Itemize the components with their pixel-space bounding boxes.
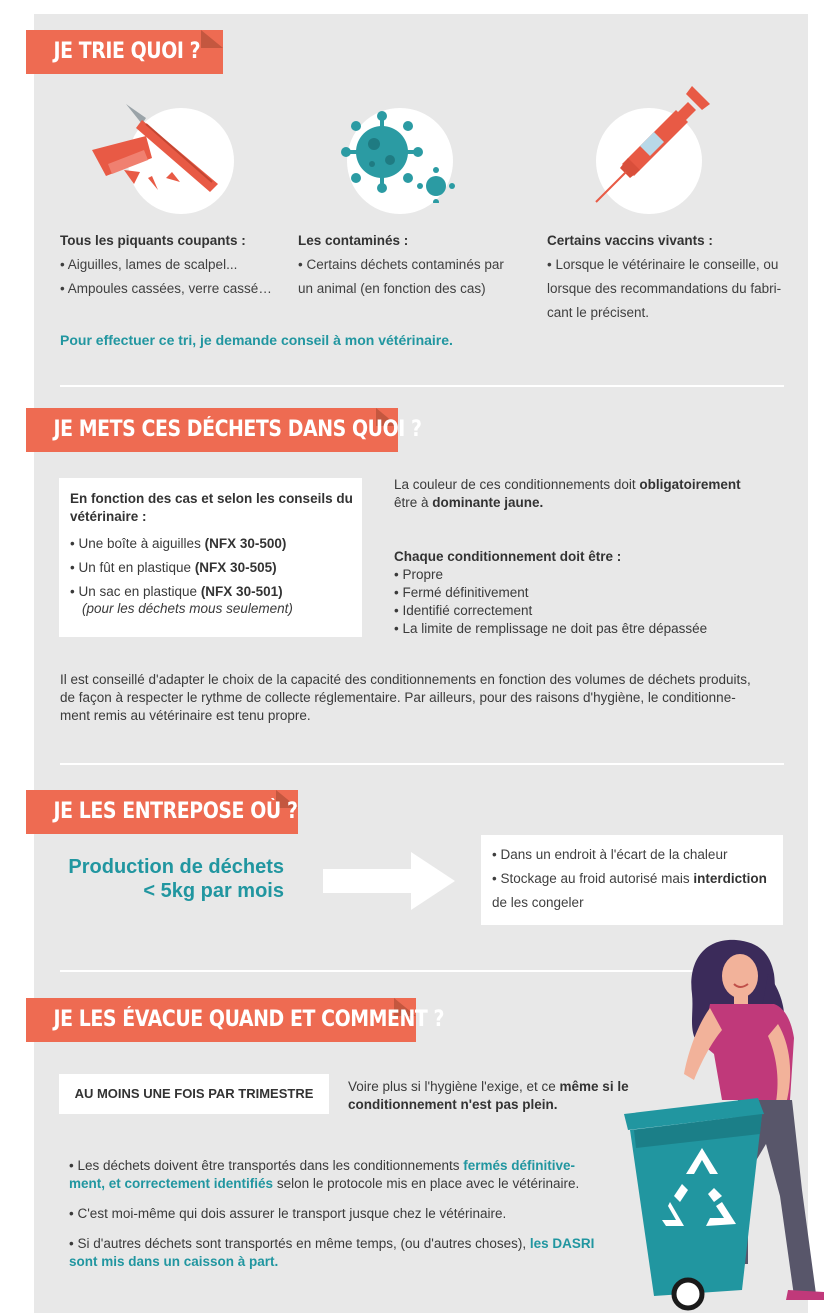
- section-divider: [60, 385, 784, 387]
- container-item: • Un fût en plastique (NFX 30-505): [70, 560, 277, 575]
- col1-item: • Ampoules cassées, verre cassé…: [60, 281, 272, 296]
- col3-line: lorsque des recommandations du fabri-: [547, 281, 782, 296]
- container-item: • Une boîte à aiguilles (NFX 30-500): [70, 536, 287, 551]
- col2-line: un animal (en fonction des cas): [298, 281, 486, 296]
- section1-title: JE TRIE QUOI ?: [53, 39, 201, 64]
- box-heading: vétérinaire :: [70, 509, 147, 524]
- storage-item: • Dans un endroit à l'écart de la chaleur: [492, 847, 728, 862]
- color-requirement: être à dominante jaune.: [394, 495, 544, 510]
- col3-line: cant le précisent.: [547, 305, 650, 320]
- must-heading: Chaque conditionnement doit être :: [394, 549, 622, 564]
- section-divider: [60, 763, 784, 765]
- col2-line: • Certains déchets contaminés par: [298, 257, 504, 272]
- syringe-icon: [588, 84, 714, 208]
- arrow-right-icon: [323, 852, 455, 910]
- hygiene-note: conditionnement n'est pas plein.: [348, 1097, 558, 1112]
- col2-heading: Les contaminés :: [298, 233, 409, 248]
- woman-with-bin-illustration: [618, 934, 840, 1313]
- sorting-advice: Pour effectuer ce tri, je demande conseil à mon vétérinaire.: [60, 332, 453, 348]
- col3-heading: Certains vaccins vivants :: [547, 233, 713, 248]
- section3-title: JE LES ENTREPOSE OÙ ?: [53, 799, 298, 824]
- sac-note: (pour les déchets mous seulement): [82, 601, 293, 616]
- must-item: • Fermé définitivement: [394, 585, 529, 600]
- must-item: • Identifié correctement: [394, 603, 533, 618]
- col1-item: • Aiguilles, lames de scalpel...: [60, 257, 238, 272]
- capacity-paragraph: Il est conseillé d'adapter le choix de la capacité des conditionnements en fonction des volumes de déchets produits, de façon à respecter le rythme de collecte réglementaire. Par ailleurs, pour des raisons d'hygiène, le conditionne- ment remis au vétérinaire est tenu propre.: [60, 672, 751, 723]
- col3-line: • Lorsque le vétérinaire le conseille, ou: [547, 257, 779, 272]
- transport-bullet: sont mis dans un caisson à part.: [69, 1254, 279, 1269]
- transport-bullet: • Les déchets doivent être transportés dans les conditionnements fermés définitive-: [69, 1158, 576, 1173]
- storage-item: • Stockage au froid autorisé mais interdiction: [492, 871, 767, 886]
- scalpel-icon: [86, 98, 226, 198]
- frequency-text: AU MOINS UNE FOIS PAR TRIMESTRE: [74, 1086, 314, 1101]
- col1-heading: Tous les piquants coupants :: [60, 233, 246, 248]
- virus-icon: [340, 108, 455, 203]
- section2-title: JE METS CES DÉCHETS DANS QUOI ?: [53, 417, 422, 442]
- box-heading: En fonction des cas et selon les conseils du: [70, 491, 353, 506]
- transport-bullet: • Si d'autres déchets sont transportés en même temps, (ou d'autres choses), les DASRI: [69, 1236, 595, 1251]
- container-item: • Un sac en plastique (NFX 30-501): [70, 584, 283, 599]
- transport-bullet: ment, et correctement identifiés selon le protocole mis en place avec le vétérinaire.: [69, 1176, 580, 1191]
- section4-title: JE LES ÉVACUE QUAND ET COMMENT ?: [53, 1007, 445, 1032]
- hygiene-note: Voire plus si l'hygiène l'exige, et ce même si le: [348, 1079, 629, 1094]
- must-item: • Propre: [394, 567, 444, 582]
- must-item: • La limite de remplissage ne doit pas être dépassée: [394, 621, 708, 636]
- transport-bullet: • C'est moi-même qui dois assurer le transport jusque chez le vétérinaire.: [69, 1206, 507, 1221]
- storage-item: de les congeler: [492, 895, 584, 910]
- color-requirement: La couleur de ces conditionnements doit obligatoirement: [394, 477, 741, 492]
- production-label: Production de déchets < 5kg par mois: [68, 856, 284, 902]
